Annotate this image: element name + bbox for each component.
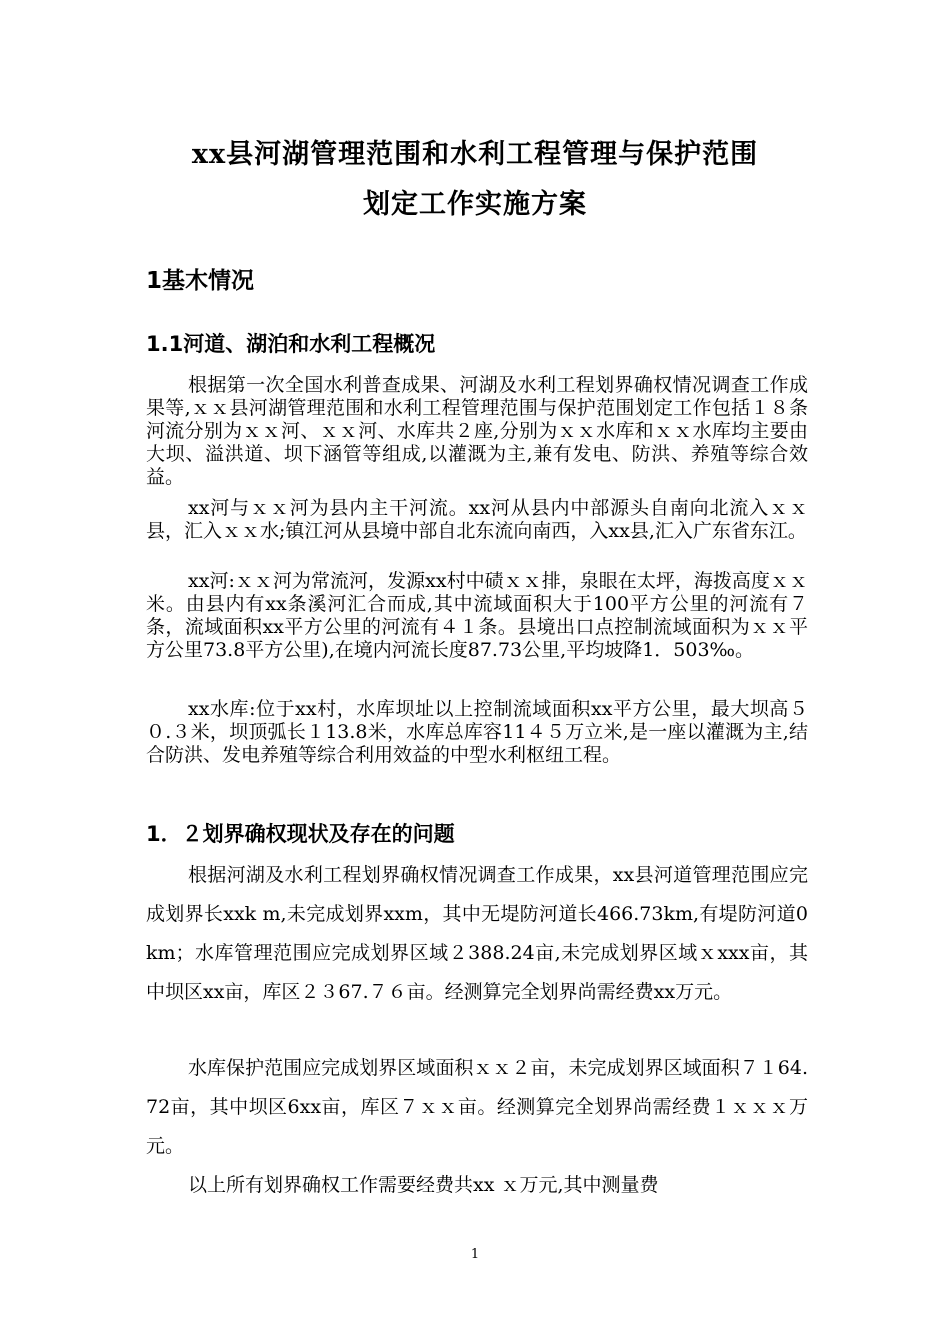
section-1-2-heading: 1．２划界确权现状及存在的问题 (146, 822, 455, 846)
section-1-1-heading: 1.1河道、湖泊和水利工程概况 (146, 332, 436, 356)
paragraph: xx水库:位于xx村，水库坝址以上控制流域面积xx平方公里，最大坝高５０.３米，坝顶弧长１13.8米，水库总库容11４５万立米,是一座以灌溉为主,结合防洪、发电养殖等综合利用效益的中型水利枢纽工程。 (146, 698, 808, 766)
paragraph: xx河:ｘｘ河为常流河，发源xx村中碛ｘｘ排，泉眼在太坪，海拨高度ｘｘ米。由县内有xx条溪河汇合而成,其中流域面积大于100平方公里的河流有７条，流域面积xx平方公里的河流有４１条。县境出口点控制流域面积为ｘｘ平方公里73.8平方公里),在境内河流长度87.73公里,平均坡降1．503‰。 (146, 570, 808, 661)
paragraph: 根据河湖及水利工程划界确权情况调查工作成果，xx县河道管理范围应完成划界长xxk m,未完成划界xxm，其中无堤防河道长466.73km,有堤防河道0km；水库管理范围应完成划界区域２388.24亩,未完成划界区域ｘxxx亩，其中坝区xx亩，库区２３67.７６亩。经测算完全划界尚需经费xx万元。 (146, 864, 808, 1003)
document-title-line-2: 划定工作实施方案 (363, 189, 587, 220)
paragraph: 以上所有划界确权工作需要经费共xx ｘ万元,其中测量费 (188, 1174, 659, 1196)
document-title-line-1: xx县河湖管理范围和水利工程管理与保护范围 (191, 139, 759, 170)
paragraph: 根据第一次全国水利普查成果、河湖及水利工程划界确权情况调查工作成果等,ｘｘ县河湖管理范围和水利工程管理范围与保护范围划定工作包括１８条河流分别为ｘｘ河、ｘｘ河、水库共２座,分别为ｘｘ水库和ｘｘ水库均主要由大坝、溢洪道、坝下涵管等组成,以灌溉为主,兼有发电、防洪、养殖等综合效益。 (146, 374, 808, 488)
paragraph: 水库保护范围应完成划界区域面积ｘｘ２亩，未完成划界区域面积７１64.72亩，其中坝区6xx亩，库区７ｘｘ亩。经测算完全划界尚需经费１ｘｘｘ万元。 (146, 1057, 808, 1157)
page-number: 1 (470, 1247, 480, 1262)
section-1-heading: 1基木情况 (146, 268, 255, 294)
paragraph: xx河与ｘｘ河为县内主干河流。xx河从县内中部源头自南向北流入ｘｘ县，汇入ｘｘ水;镇江河从县境中部自北东流向南西，入xx县,汇入广东省东江。 (146, 497, 808, 542)
